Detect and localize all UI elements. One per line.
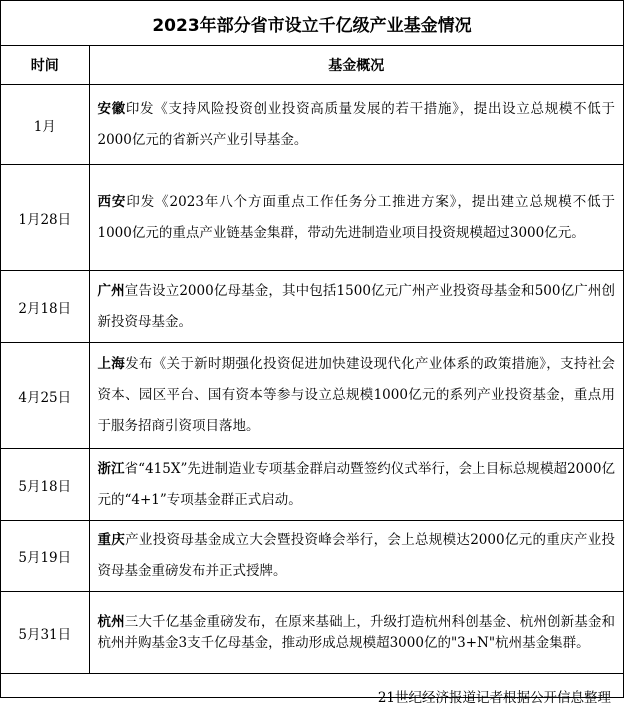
row-date: 5月19日: [1, 521, 89, 592]
row-description: [89, 271, 623, 343]
row-date: 1月: [1, 85, 89, 165]
row-text: 发布《关于新时期强化投资促进加快建设现代化产业体系的政策措施》，支持社会资本、园区平台、国有资本等参与设立总规模1000亿元的系列产业投资基金，重点用于服务招商引资项目落地。: [98, 356, 616, 434]
row-date: 5月18日: [1, 449, 89, 521]
row-date: 5月31日: [1, 592, 89, 674]
row-text: 产业投资母基金成立大会暨投资峰会举行，会上总规模达2000亿元的重庆产业投资母基金重磅发布并正式授牌。: [98, 532, 616, 579]
row-text: 宣告设立2000亿母基金，其中包括1500亿元广州产业投资母基金和500亿广州创新投资母基金。: [98, 283, 616, 330]
row-text: 三大千亿基金重磅发布，在原来基础上，升级打造杭州科创基金、杭州创新基金和杭州并购基金3支千亿母基金，推动形成总规模超3000亿的"3+N"杭州基金集群。: [98, 614, 616, 651]
row-text: 印发《2023年八个方面重点工作任务分工推进方案》，提出建立总规模不低于1000亿元的重点产业链基金集群，带动先进制造业项目投资规模超过3000亿元。: [98, 194, 616, 241]
row-city: 重庆: [98, 532, 126, 548]
row-text: 印发《支持风险投资创业投资高质量发展的若干措施》，提出设立总规模不低于2000亿元的省新兴产业引导基金。: [98, 101, 616, 148]
row-city: 广州: [98, 283, 125, 299]
table-row: [1, 592, 623, 674]
row-city: 浙江: [98, 461, 125, 477]
row-description: [89, 343, 623, 449]
table-title: 2023年部分省市设立千亿级产业基金情况: [1, 1, 623, 46]
table-row: [1, 521, 623, 592]
table-row: [1, 165, 623, 271]
row-text: 省“415X”先进制造业专项基金群启动暨签约仪式举行，会上目标总规模超2000亿元的“4+1”专项基金群正式启动。: [98, 461, 616, 508]
table-row: [1, 271, 623, 343]
source-row: [1, 674, 623, 718]
row-description: [89, 165, 623, 271]
row-date: 1月28日: [1, 165, 89, 271]
table-row: [1, 343, 623, 449]
row-date: 2月18日: [1, 271, 89, 343]
table-row: [1, 449, 623, 521]
row-city: 上海: [98, 356, 126, 372]
row-description: [89, 449, 623, 521]
row-city: 杭州: [98, 614, 125, 630]
row-description: [89, 592, 623, 674]
row-description: [89, 521, 623, 592]
row-city: 安徽: [98, 101, 126, 117]
row-description: [89, 85, 623, 165]
source-note: 21世纪经济报道记者根据公开信息整理: [1, 674, 623, 718]
row-date: 4月25日: [1, 343, 89, 449]
row-city: 西安: [98, 194, 127, 210]
header-overview: 基金概况: [89, 46, 623, 85]
table-row: [1, 85, 623, 165]
header-time: 时间: [1, 46, 89, 85]
fund-table: [1, 46, 623, 718]
header-row: [1, 46, 623, 85]
